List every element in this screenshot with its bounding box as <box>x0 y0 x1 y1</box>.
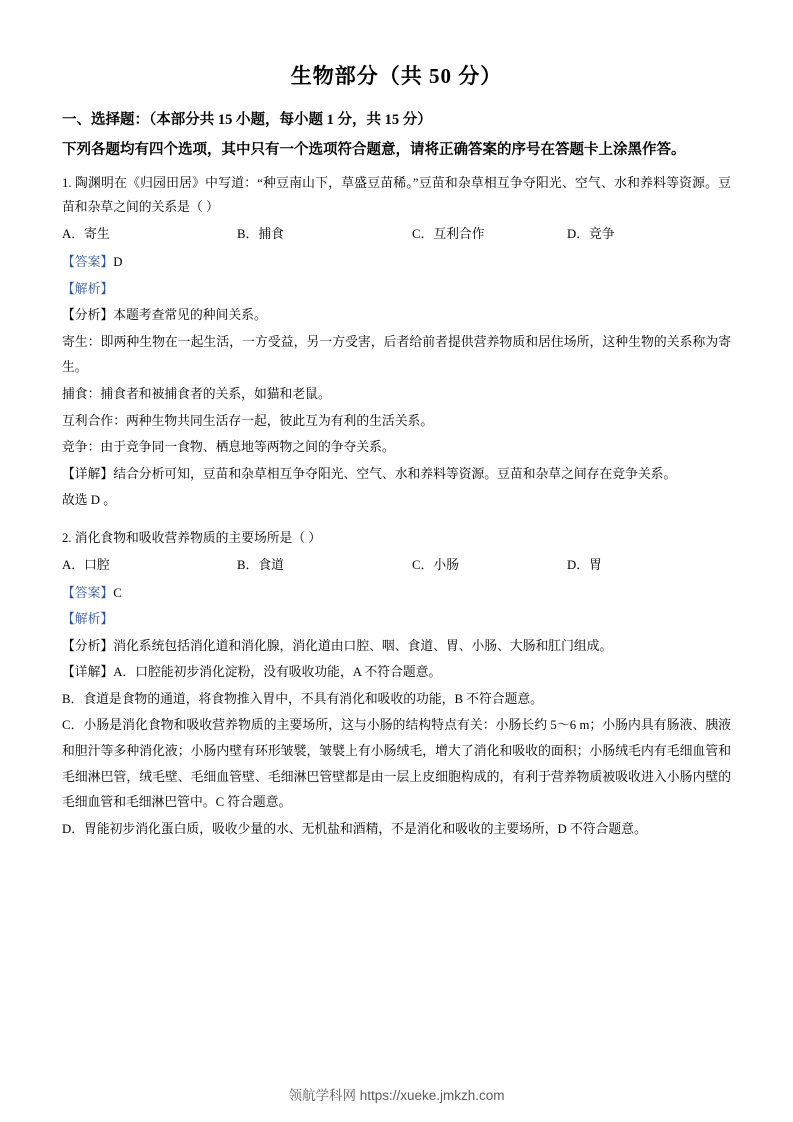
option-c[interactable]: C．互利合作 <box>412 227 485 242</box>
question-options <box>62 553 731 579</box>
analysis-label: 【解析】 <box>62 612 114 627</box>
question-2 <box>62 526 731 842</box>
analysis-line: B．食道是食物的通道，将食物推入胃中，不具有消化和吸收的功能，B 不符合题意。 <box>62 691 543 706</box>
footer-watermark: 领航学科网 https://xueke.jmkzh.com <box>288 1088 505 1103</box>
analysis-line: D．胃能初步消化蛋白质，吸收少量的水、无机盐和酒精，不是消化和吸收的主要场所，D 不符合题意。 <box>62 821 647 836</box>
analysis-line: 竞争：由于竞争同一食物、栖息地等两物之间的争夺关系。 <box>62 440 395 455</box>
analysis-line: 【详解】结合分析可知，豆苗和杂草相互争夺阳光、空气、水和养料等资源。豆苗和杂草之间存在竞争关系。 <box>62 466 677 481</box>
option-b[interactable]: B．捕食 <box>237 227 284 242</box>
answer-value: C <box>113 585 122 600</box>
analysis-line: 【详解】A．口腔能初步消化淀粉，没有吸收功能，A 不符合题意。 <box>62 665 442 680</box>
analysis-line: 捕食：捕食者和被捕食者的关系，如猫和老鼠。 <box>62 387 331 401</box>
question-stem: 2. 消化食物和吸收营养物质的主要场所是（ ） <box>62 530 322 545</box>
answer-line <box>62 250 731 276</box>
answer-label: 【答案】 <box>62 585 114 600</box>
analysis-line: 故选 D 。 <box>62 493 117 508</box>
analysis-line: C．小肠是消化食物和吸收营养物质的主要场所，这与小肠的结构特点有关：小肠长约 5～6 m；小肠内具有肠液、胰液和胆汁等多种消化液；小肠内壁有环形皱襞，皱襞上有小肠绒毛，增大了消化和吸收的面积；小肠绒毛内有毛细血管和毛细淋巴管，绒毛壁、毛细血管壁、毛细淋巴管壁都是由一层上皮细胞构成的，有利于营养物质被吸收进入小肠内壁的毛细血管和毛细淋巴管中。C 符合题意。 <box>62 718 731 810</box>
section-heading: 一、选择题：（本部分共 15 小题，每小题 1 分，共 15 分） <box>62 112 432 128</box>
analysis-line: 互利合作：两种生物共同生活存一起，彼此互为有利的生活关系。 <box>62 413 434 428</box>
question-options <box>62 222 731 248</box>
question-1 <box>62 171 731 514</box>
option-d[interactable]: D．竞争 <box>567 227 615 242</box>
option-a[interactable]: A．寄生 <box>62 227 110 242</box>
option-c[interactable]: C．小肠 <box>412 557 459 572</box>
analysis-label: 【解析】 <box>62 281 114 296</box>
analysis-line: 【分析】本题考查常见的种间关系。 <box>62 308 267 323</box>
question-stem: 1. 陶渊明在《归园田居》中写道：“种豆南山下，草盛豆苗稀。”豆苗和杂草相互争夺阳光、空气、水和养料等资源。豆苗和杂草之间的关系是（ ） <box>62 175 731 215</box>
analysis-line: 【分析】消化系统包括消化道和消化腺，消化道由口腔、咽、食道、胃、小肠、大肠和肛门组成。 <box>62 638 613 653</box>
option-b[interactable]: B．食道 <box>237 557 284 572</box>
option-a[interactable]: A．口腔 <box>62 557 110 572</box>
answer-value: D <box>113 255 123 270</box>
answer-line <box>62 581 731 607</box>
page-title: 生物部分（共 50 分） <box>290 64 503 88</box>
option-d[interactable]: D．胃 <box>567 557 602 572</box>
analysis-line: 寄生：即两种生物在一起生活，一方受益，另一方受害，后者给前者提供营养物质和居住场所，这种生物的关系称为寄生。 <box>62 334 731 375</box>
section-subheading: 下列各题均有四个选项，其中只有一个选项符合题意，请将正确答案的序号在答题卡上涂黑作答。 <box>62 142 686 159</box>
answer-label: 【答案】 <box>62 255 114 270</box>
